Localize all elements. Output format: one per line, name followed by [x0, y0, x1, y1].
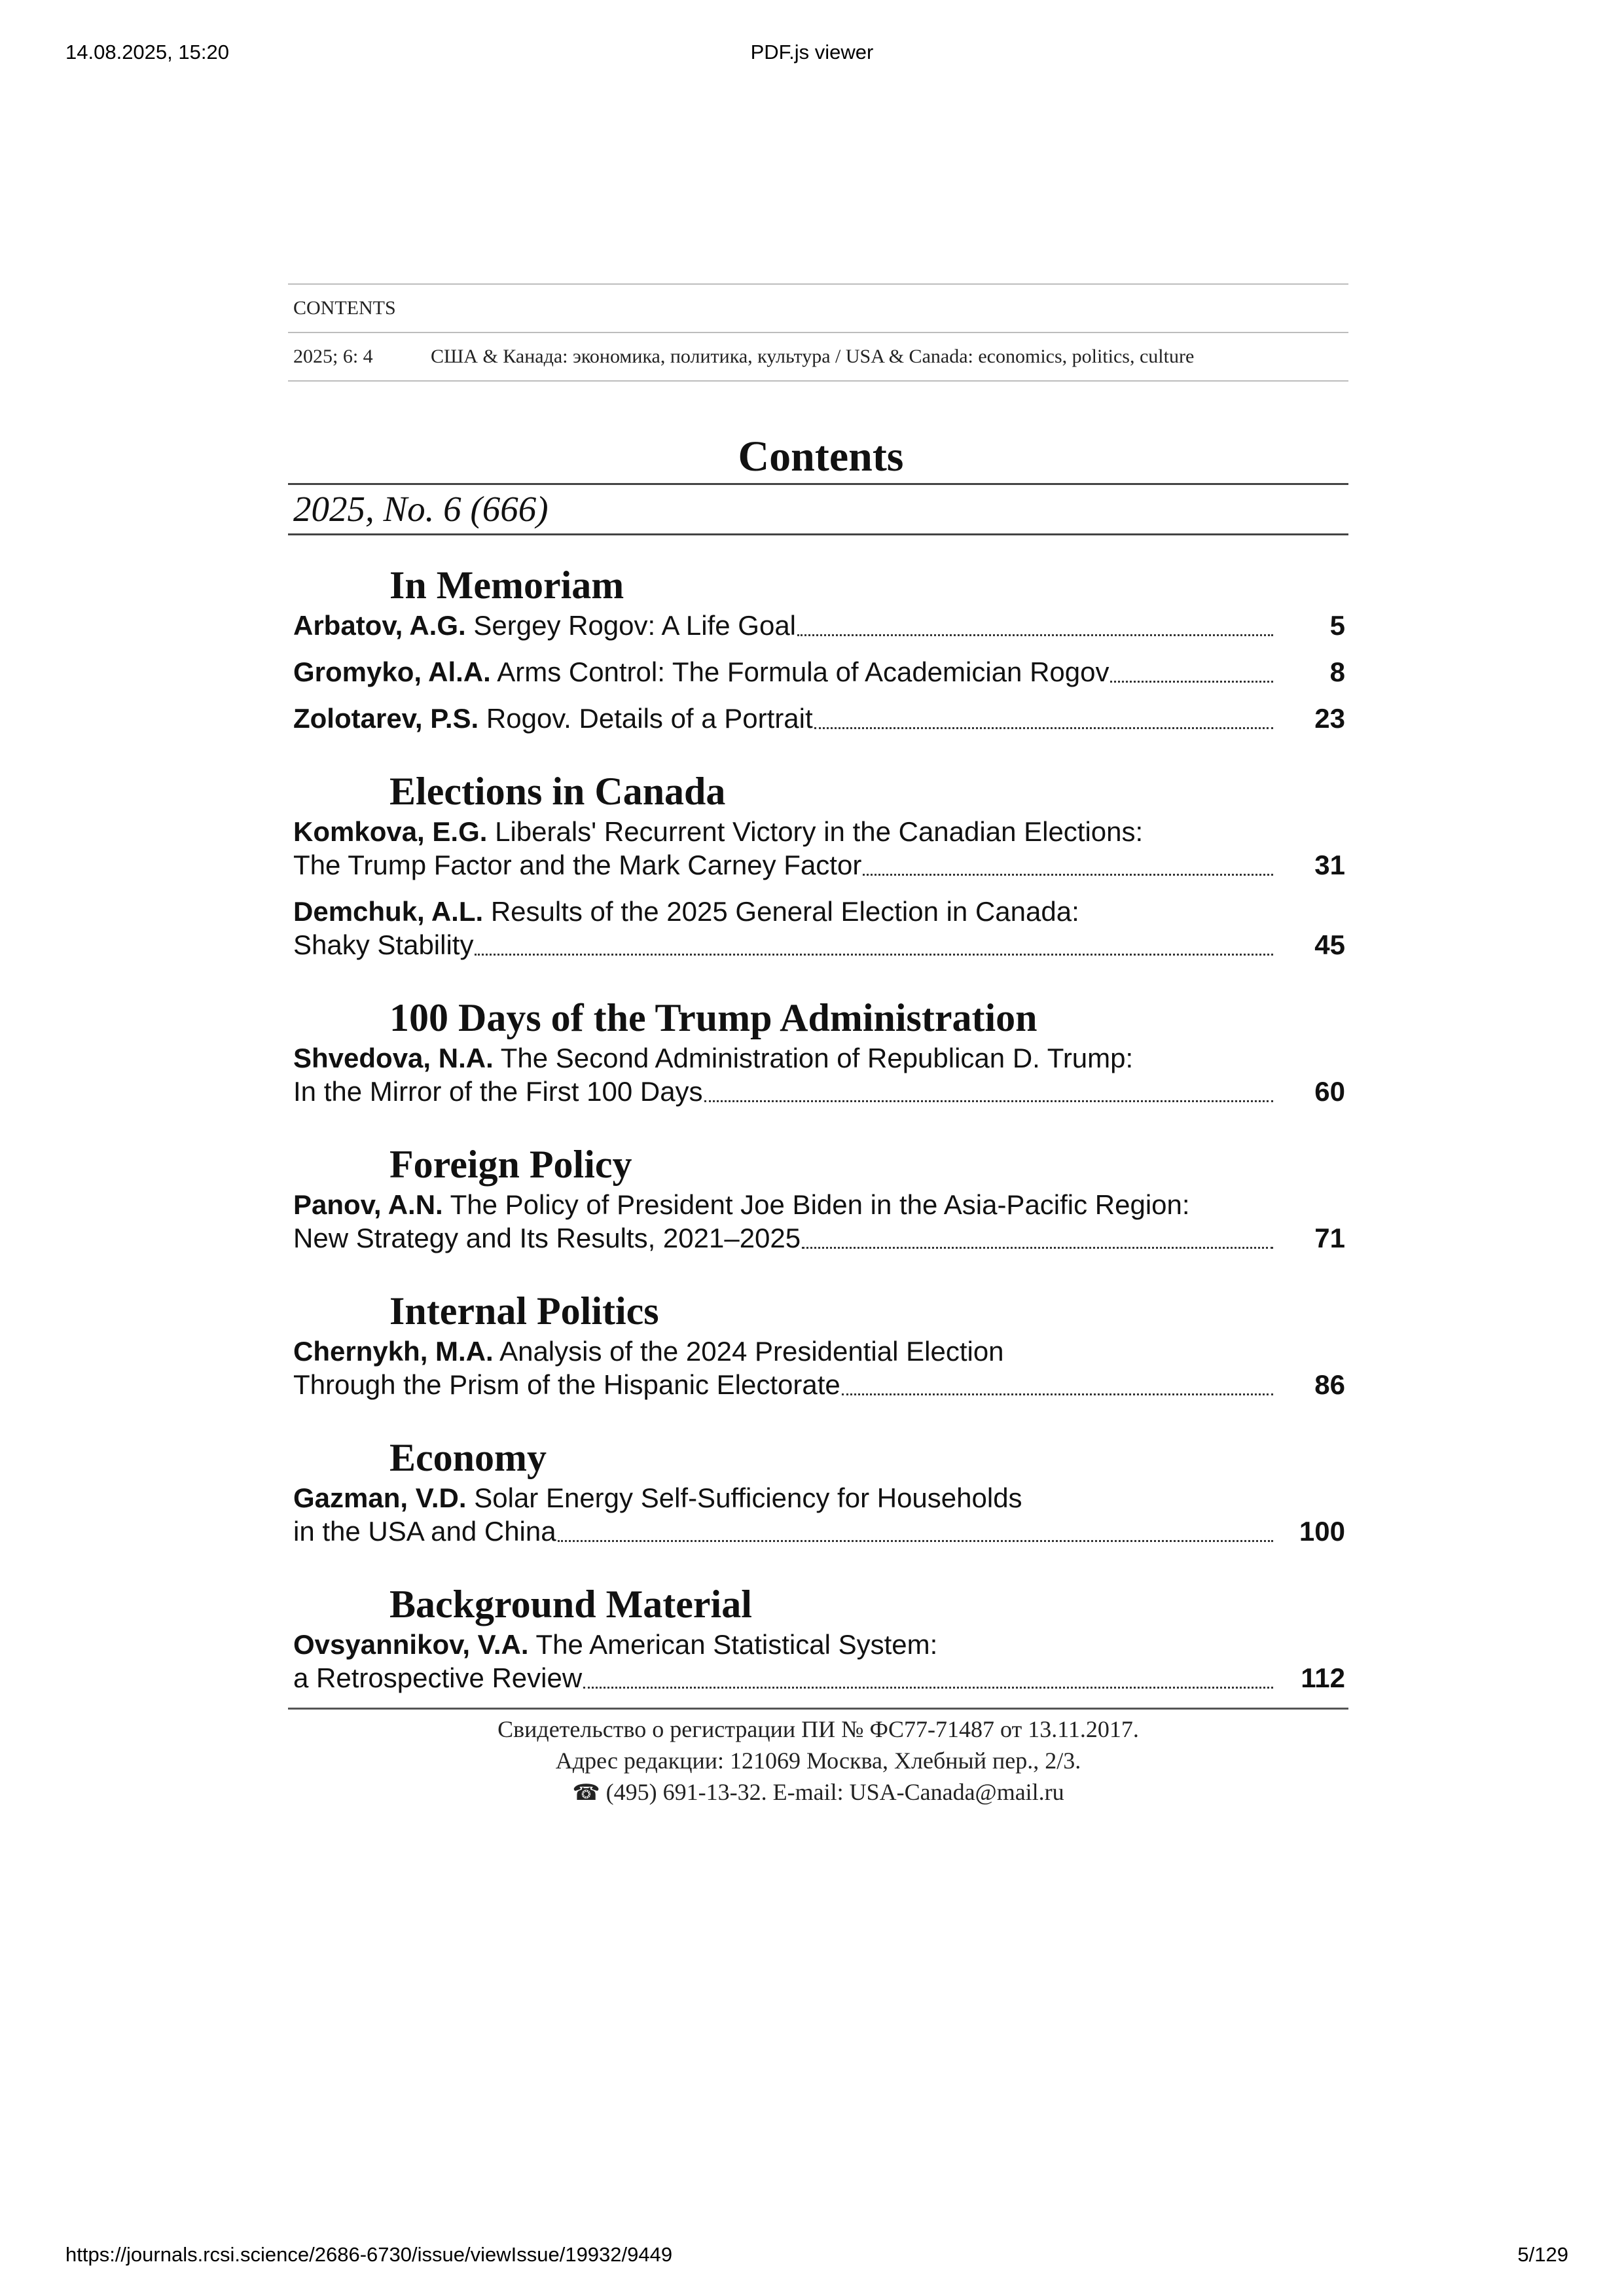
toc-entry[interactable] — [293, 895, 1348, 961]
toc-entry[interactable] — [293, 1188, 1348, 1255]
dot-leader — [704, 1100, 1273, 1102]
entry-line — [293, 655, 1348, 689]
section-entries — [288, 815, 1348, 961]
imprint-contact-line — [288, 1776, 1348, 1809]
entry-line — [293, 1221, 1348, 1255]
document-page — [288, 283, 1348, 1809]
entry-page-number: 8 — [1329, 656, 1345, 687]
entry-text — [293, 1515, 556, 1548]
toc-entry[interactable] — [293, 702, 1348, 735]
entry-author: Shvedova, N.A. — [293, 1043, 494, 1073]
entry-author: Zolotarev, P.S. — [293, 703, 479, 734]
entry-line — [293, 702, 1348, 735]
entry-author: Gazman, V.D. — [293, 1482, 467, 1513]
entry-title-continued: Through the Prism of the Hispanic Electorate — [293, 1369, 840, 1400]
section-heading: Internal Politics — [389, 1289, 659, 1333]
entry-title-continued: The Trump Factor and the Mark Carney Factor — [293, 850, 862, 880]
entry-author: Komkova, E.G. — [293, 816, 488, 847]
divider — [288, 1708, 1348, 1710]
entry-line — [293, 609, 1348, 642]
imprint-registration: Свидетельство о регистрации ПИ № ФС77-71487 от 13.11.2017. — [497, 1716, 1139, 1742]
entry-text — [293, 848, 861, 882]
issue-number: 2025, No. 6 (666) — [293, 489, 549, 529]
section-entries — [288, 1041, 1348, 1108]
entry-author: Panov, A.N. — [293, 1189, 443, 1220]
dot-leader — [558, 1540, 1273, 1542]
section-gap — [288, 748, 1348, 768]
entry-line — [293, 1075, 1348, 1108]
entry-title-continued: Shaky Stability — [293, 929, 474, 960]
entry-title: Results of the 2025 General Election in Canada: — [490, 896, 1079, 927]
entry-text — [293, 702, 813, 735]
entry-title-continued: In the Mirror of the First 100 Days — [293, 1076, 703, 1107]
print-page-indicator: 5/129 — [1517, 2243, 1568, 2266]
print-header — [0, 41, 1624, 80]
entry-first-line — [293, 1628, 1348, 1661]
print-url: https://journals.rcsi.science/2686-6730/issue/viewIssue/19932/9449 — [65, 2243, 673, 2266]
toc-entry[interactable] — [293, 1628, 1348, 1695]
entry-line — [293, 848, 1348, 882]
dot-leader — [814, 727, 1273, 729]
entry-title-continued: a Retrospective Review — [293, 1662, 583, 1693]
entry-line — [293, 928, 1348, 961]
entry-page-number: 71 — [1314, 1223, 1345, 1253]
section-entries — [288, 1628, 1348, 1695]
dot-leader — [842, 1393, 1273, 1395]
print-datetime: 14.08.2025, 15:20 — [65, 41, 229, 63]
entry-page-number: 45 — [1314, 929, 1345, 960]
dot-leader — [583, 1687, 1273, 1689]
entry-title: Sergey Rogov: A Life Goal — [473, 610, 797, 641]
section-heading: In Memoriam — [389, 564, 624, 607]
entry-line — [293, 1661, 1348, 1695]
entry-author: Gromyko, Al.A. — [293, 656, 491, 687]
imprint-contact: (495) 691-13-32. E-mail: USA-Canada@mail.ru — [605, 1779, 1064, 1805]
print-viewer-title: PDF.js viewer — [750, 41, 874, 63]
section-gap — [288, 1268, 1348, 1287]
entry-text — [293, 928, 473, 961]
entry-page-number: 60 — [1314, 1076, 1345, 1107]
entry-first-line — [293, 1335, 1348, 1368]
section-heading: Background Material — [389, 1583, 752, 1626]
entry-title: Analysis of the 2024 Presidential Election — [499, 1336, 1004, 1367]
entry-text — [293, 1221, 801, 1255]
entry-text — [293, 655, 1109, 689]
entry-first-line — [293, 895, 1348, 928]
section-entries — [288, 1335, 1348, 1401]
entry-title: Liberals' Recurrent Victory in the Canadian Elections: — [495, 816, 1144, 847]
entry-title-continued: in the USA and China — [293, 1516, 556, 1547]
section-entries — [288, 1188, 1348, 1255]
section-gap — [288, 975, 1348, 994]
entry-title: The Policy of President Joe Biden in the Asia-Pacific Region: — [450, 1189, 1190, 1220]
entry-first-line — [293, 1188, 1348, 1221]
entry-page-number: 5 — [1329, 610, 1345, 641]
entry-title: The American Statistical System: — [535, 1629, 938, 1660]
section-gap — [288, 1561, 1348, 1581]
dot-leader — [797, 634, 1273, 636]
entry-page-number: 23 — [1314, 703, 1345, 734]
entry-page-number: 31 — [1314, 850, 1345, 880]
section-heading: Elections in Canada — [389, 770, 726, 813]
entry-title: The Second Administration of Republican D. Trump: — [500, 1043, 1134, 1073]
entry-first-line — [293, 815, 1348, 848]
entry-title: Arms Control: The Formula of Academician Rogov — [497, 656, 1110, 687]
entry-text — [293, 609, 796, 642]
toc-entry[interactable] — [293, 1335, 1348, 1401]
entry-text — [293, 1368, 840, 1401]
entry-first-line — [293, 1481, 1348, 1515]
page-title: Contents — [738, 433, 904, 480]
running-head-journal: США & Канада: экономика, политика, культура / USA & Canada: economics, politics, culture — [431, 346, 1195, 367]
section-entries — [288, 609, 1348, 735]
table-of-contents — [288, 562, 1348, 1695]
section-gap — [288, 1414, 1348, 1434]
toc-entry[interactable] — [293, 1481, 1348, 1548]
entry-title: Solar Energy Self-Sufficiency for Households — [474, 1482, 1022, 1513]
running-head-issue-ref: 2025; 6: 4 — [293, 346, 373, 367]
dot-leader — [1110, 681, 1273, 683]
section-entries — [288, 1481, 1348, 1548]
section-heading: Foreign Policy — [389, 1143, 632, 1186]
entry-title: Rogov. Details of a Portrait — [486, 703, 813, 734]
section-heading: 100 Days of the Trump Administration — [389, 996, 1038, 1039]
entry-page-number: 86 — [1314, 1369, 1345, 1400]
entry-text — [293, 1661, 582, 1695]
dot-leader — [802, 1247, 1273, 1249]
entry-author: Arbatov, A.G. — [293, 610, 466, 641]
entry-first-line — [293, 1041, 1348, 1075]
print-footer — [0, 2243, 1624, 2282]
toc-entry[interactable] — [293, 815, 1348, 882]
running-head-section: CONTENTS — [293, 297, 396, 319]
entry-author: Ovsyannikov, V.A. — [293, 1629, 529, 1660]
phone-icon: ☎ — [572, 1781, 600, 1805]
section-gap — [288, 1121, 1348, 1141]
divider — [288, 533, 1348, 535]
entry-title-continued: New Strategy and Its Results, 2021–2025 — [293, 1223, 801, 1253]
imprint-address: Адрес редакции: 121069 Москва, Хлебный пер., 2/3. — [555, 1748, 1081, 1774]
entry-author: Chernykh, M.A. — [293, 1336, 494, 1367]
running-head — [288, 333, 1348, 380]
entry-author: Demchuk, A.L. — [293, 896, 484, 927]
entry-page-number: 112 — [1301, 1662, 1345, 1693]
entry-text — [293, 1075, 703, 1108]
imprint — [288, 1713, 1348, 1809]
dot-leader — [863, 874, 1273, 876]
toc-entry[interactable] — [293, 609, 1348, 642]
entry-page-number: 100 — [1299, 1516, 1345, 1547]
toc-entry[interactable] — [293, 655, 1348, 689]
divider — [288, 380, 1348, 382]
entry-line — [293, 1368, 1348, 1401]
dot-leader — [475, 954, 1273, 956]
toc-entry[interactable] — [293, 1041, 1348, 1108]
entry-line — [293, 1515, 1348, 1548]
section-heading: Economy — [389, 1436, 547, 1479]
